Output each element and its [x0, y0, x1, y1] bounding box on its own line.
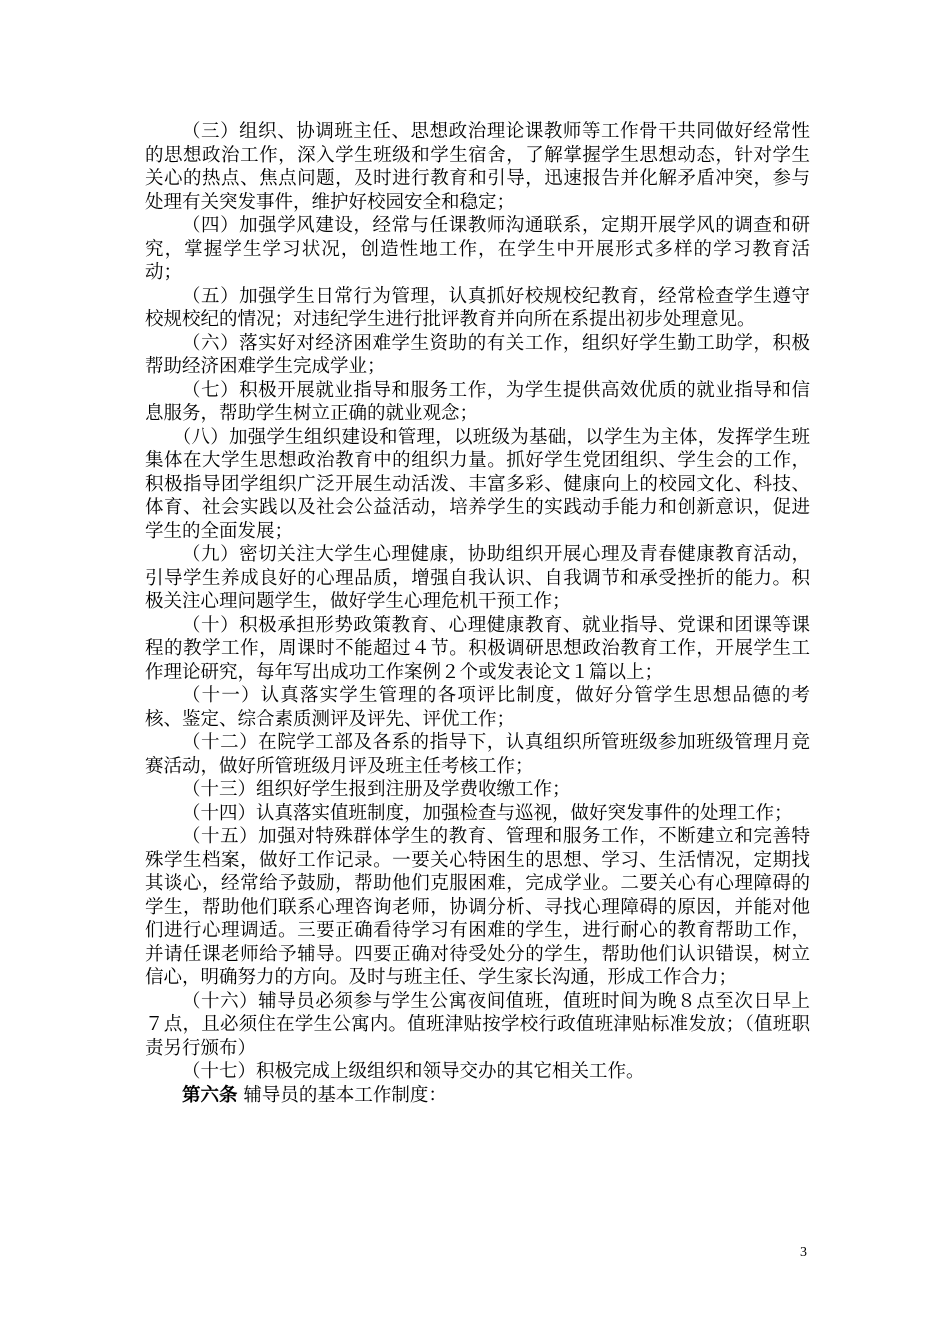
article-six-line: [145, 1084, 810, 1108]
paragraph-6: （六）落实好对经济困难学生资助的有关工作，组织好学生勤工助学，积极帮助经济困难学生完成学业；: [145, 332, 810, 377]
paragraph-12: （十二）在院学工部及各系的指导下，认真组织所管班级参加班级管理月竞赛活动，做好所管班级月评及班主任考核工作；: [145, 732, 810, 777]
paragraph-9: （九）密切关注大学生心理健康，协助组织开展心理及青春健康教育活动，引导学生养成良好的心理品质，增强自我认识、自我调节和承受挫折的能力。积极关注心理问题学生，做好学生心理危机干预工作；: [145, 544, 810, 612]
paragraph-17: （十七）积极完成上级组织和领导交办的其它相关工作。: [182, 1061, 645, 1082]
page-number: 3: [800, 1245, 807, 1260]
paragraph-8: （八）加强学生组织建设和管理，以班级为基础，以学生为主体，发挥学生班集体在大学生思想政治教育中的组织力量。抓好学生党团组织、学生会的工作，积极指导团学组织广泛开展生动活泼、丰富多彩、健康向上的校园文化、科技、体育、社会实践以及社会公益活动，培养学生的实践动手能力和创新意识，促进学生的全面发展；: [145, 426, 810, 542]
paragraph-16: （十六）辅导员必须参与学生公寓夜间值班，值班时间为晚８点至次日早上７点，且必须住在学生公寓内。值班津贴按学校行政值班津贴标准发放；（值班职责另行颁布）: [145, 990, 810, 1059]
paragraph-10: （十）积极承担形势政策教育、心理健康教育、就业指导、党课和团课等课程的教学工作，周课时不能超过４节。积极调研思想政治教育工作，开展学生工作理论研究，每年写出成功工作案例２个或发表论文１篇以上；: [145, 614, 810, 683]
paragraph-13: （十三）组织好学生报到注册及学费收缴工作；: [182, 779, 571, 800]
paragraph-14: （十四）认真落实值班制度，加强检查与巡视，做好突发事件的处理工作；: [182, 802, 793, 824]
paragraph-5: （五）加强学生日常行为管理，认真抓好校规校纪教育，经常检查学生遵守校规校纪的情况；对违纪学生进行批评教育并向所在系提出初步处理意见。: [145, 285, 810, 330]
article-label: 第六条: [182, 1084, 238, 1106]
paragraph-3: （三）组织、协调班主任、思想政治理论课教师等工作骨干共同做好经常性的思想政治工作，深入学生班级和学生宿舍，了解掌握学生思想动态，针对学生关心的热点、焦点问题，及时进行教育和引导，迅速报告并化解矛盾冲突，参与处理有关突发事件，维护好校园安全和稳定；: [145, 121, 810, 213]
document-body: [145, 120, 810, 1107]
paragraph-15: （十五）加强对特殊群体学生的教育、管理和服务工作，不断建立和完善特殊学生档案，做好工作记录。一要关心特困生的思想、学习、生活情况，定期找其谈心，经常给予鼓励，帮助他们克服困难，完成学业。二要关心有心理障碍的学生，帮助他们联系心理咨询老师，协调分析、寻找心理障碍的原因，并能对他们进行心理调适。三要正确看待学习有困难的学生，进行耐心的教育帮助工作，并请任课老师给予辅导。四要正确对待受处分的学生，帮助他们认识错误，树立信心，明确努力的方向。及时与班主任、学生家长沟通，形成工作合力；: [145, 826, 810, 988]
paragraph-7: （七）积极开展就业指导和服务工作，为学生提供高效优质的就业指导和信息服务，帮助学生树立正确的就业观念；: [145, 379, 810, 424]
paragraph-4: （四）加强学风建设，经常与任课教师沟通联系，定期开展学风的调查和研究，掌握学生学习状况，创造性地工作，在学生中开展形式多样的学习教育活动；: [145, 215, 810, 283]
article-text: 辅导员的基本工作制度：: [237, 1084, 447, 1106]
paragraph-11: （十一）认真落实学生管理的各项评比制度，做好分管学生思想品德的考核、鉴定、综合素质测评及评先、评优工作；: [145, 685, 810, 730]
